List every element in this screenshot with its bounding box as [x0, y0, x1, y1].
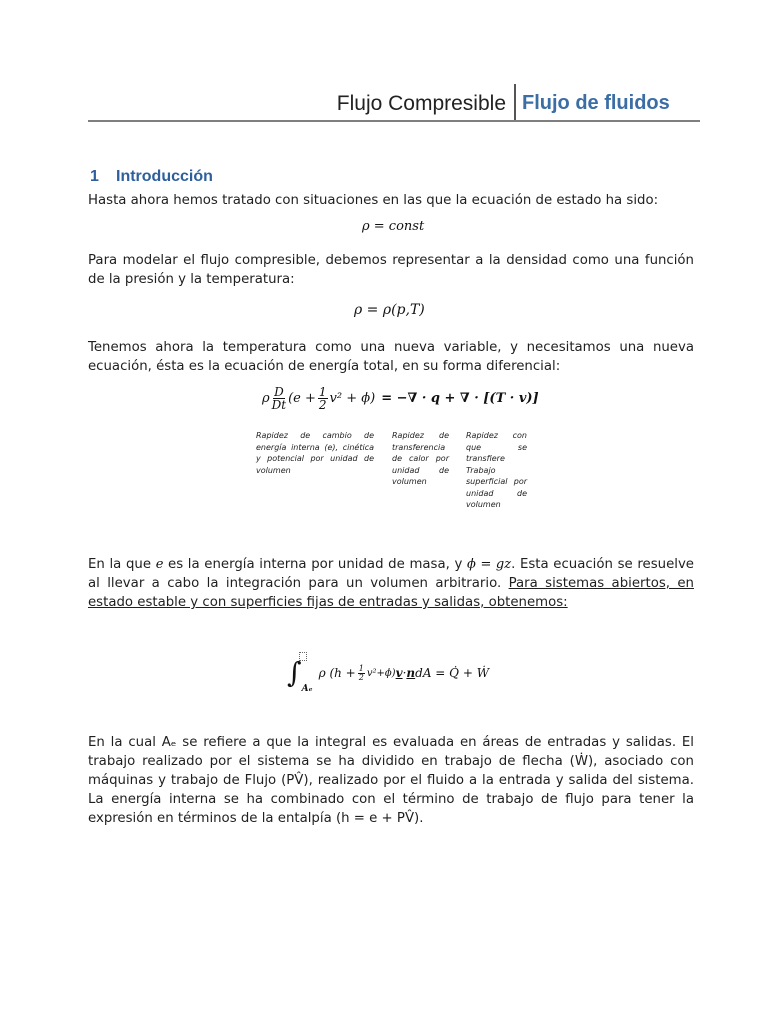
paragraph-1: Hasta ahora hemos tratado con situaciones en las que la ecuación de estado ha sido: [88, 193, 659, 208]
header-title: Flujo Compresible [336, 92, 506, 115]
integral-body-b: v²+ϕ) [366, 667, 396, 679]
integral-body-c: dA = Q̇ + Ẇ [415, 666, 490, 680]
energy-eq-rest: v² + ϕ) [329, 391, 376, 406]
integral-sign: ∫ [287, 656, 302, 689]
page-header [88, 84, 700, 122]
integral-dot: · [402, 666, 407, 680]
energy-eq-D: D [274, 385, 284, 399]
p4-symbol-e: e [155, 557, 164, 572]
energy-eq-half-num: 1 [318, 385, 327, 399]
integral-half-den: 2 [358, 672, 364, 682]
p4-text-b: es la energía interna por unidad de masa, y [163, 557, 468, 572]
paragraph-5: En la cual Aₑ se refiere a que la integral es evaluada en áreas de entradas y salidas. El trabajo realizado por el sistema se ha dividido en trabajo de flecha (Ẇ), asociado con máquinas y trabajo de Flujo (PV̂), realizado por el fluido a la entrada y salida del sistema. La energía interna se ha combinado con el término de trabajo de flujo para tener la expresión en términos de la entalpía (h = e + PV̂). [88, 735, 694, 826]
p4-symbol-phi: ϕ = gz [467, 557, 512, 572]
header-rule [88, 120, 700, 122]
energy-eq-paren: (e + [288, 391, 316, 406]
energy-eq-half-den: 2 [318, 398, 327, 412]
note-internal-energy: Rapidez de cambio de energía interna (e), cinética y potencial por unidad de volumen [256, 431, 374, 475]
energy-equation [262, 386, 539, 411]
integral-vector-n: n [406, 666, 416, 680]
energy-eq-rho: ρ [262, 391, 270, 406]
paragraph-3: Tenemos ahora la temperatura como una nueva variable, y necesitamos una nueva ecuación, ésta es la ecuación de energía total, en su forma diferencial: [88, 340, 694, 374]
integral-body-a: ρ (h + [318, 666, 356, 680]
header-subtitle: Flujo de fluidos [522, 92, 670, 114]
section-title: Introducción [116, 168, 213, 185]
equation-density-constant: ρ = const [362, 219, 425, 234]
header-separator [514, 84, 516, 122]
note-heat-transfer: Rapidez de transferencia de calor por unidad de volumen [392, 431, 449, 486]
integral-half-num: 1 [358, 663, 364, 673]
p4-text-c: . Esta ecuación se resuelve al llevar a cabo la integración para un volumen arbitrario. [88, 557, 694, 591]
integral-equation [287, 650, 489, 696]
note-surface-work: Rapidez con que se transfiere Trabajo superficial por unidad de volumen [466, 431, 527, 509]
integral-subscript: Aₑ [301, 684, 313, 694]
p4-text-a: En la que [88, 557, 156, 572]
integral-half [358, 665, 365, 682]
section-heading [90, 168, 213, 186]
section-number: 1 [90, 168, 99, 185]
integral-vector-v: v [395, 666, 403, 680]
placeholder-box-icon [299, 652, 307, 661]
energy-eq-Dt: Dt [271, 398, 287, 412]
paragraph-4 [88, 555, 694, 612]
p4-underlined-text: Para sistemas abiertos, en estado estable y con superficies fijas de entradas y salidas, obtenemos: [88, 576, 694, 610]
energy-eq-rhs: = −∇ · q + ∇ · [(T · v)] [381, 391, 539, 406]
energy-eq-half [318, 386, 328, 411]
equation-density-function: ρ = ρ(p,T) [354, 302, 425, 318]
energy-eq-material-derivative [272, 386, 286, 411]
paragraph-2: Para modelar el flujo compresible, debemos representar a la densidad como una función de la presión y la temperatura: [88, 253, 694, 287]
